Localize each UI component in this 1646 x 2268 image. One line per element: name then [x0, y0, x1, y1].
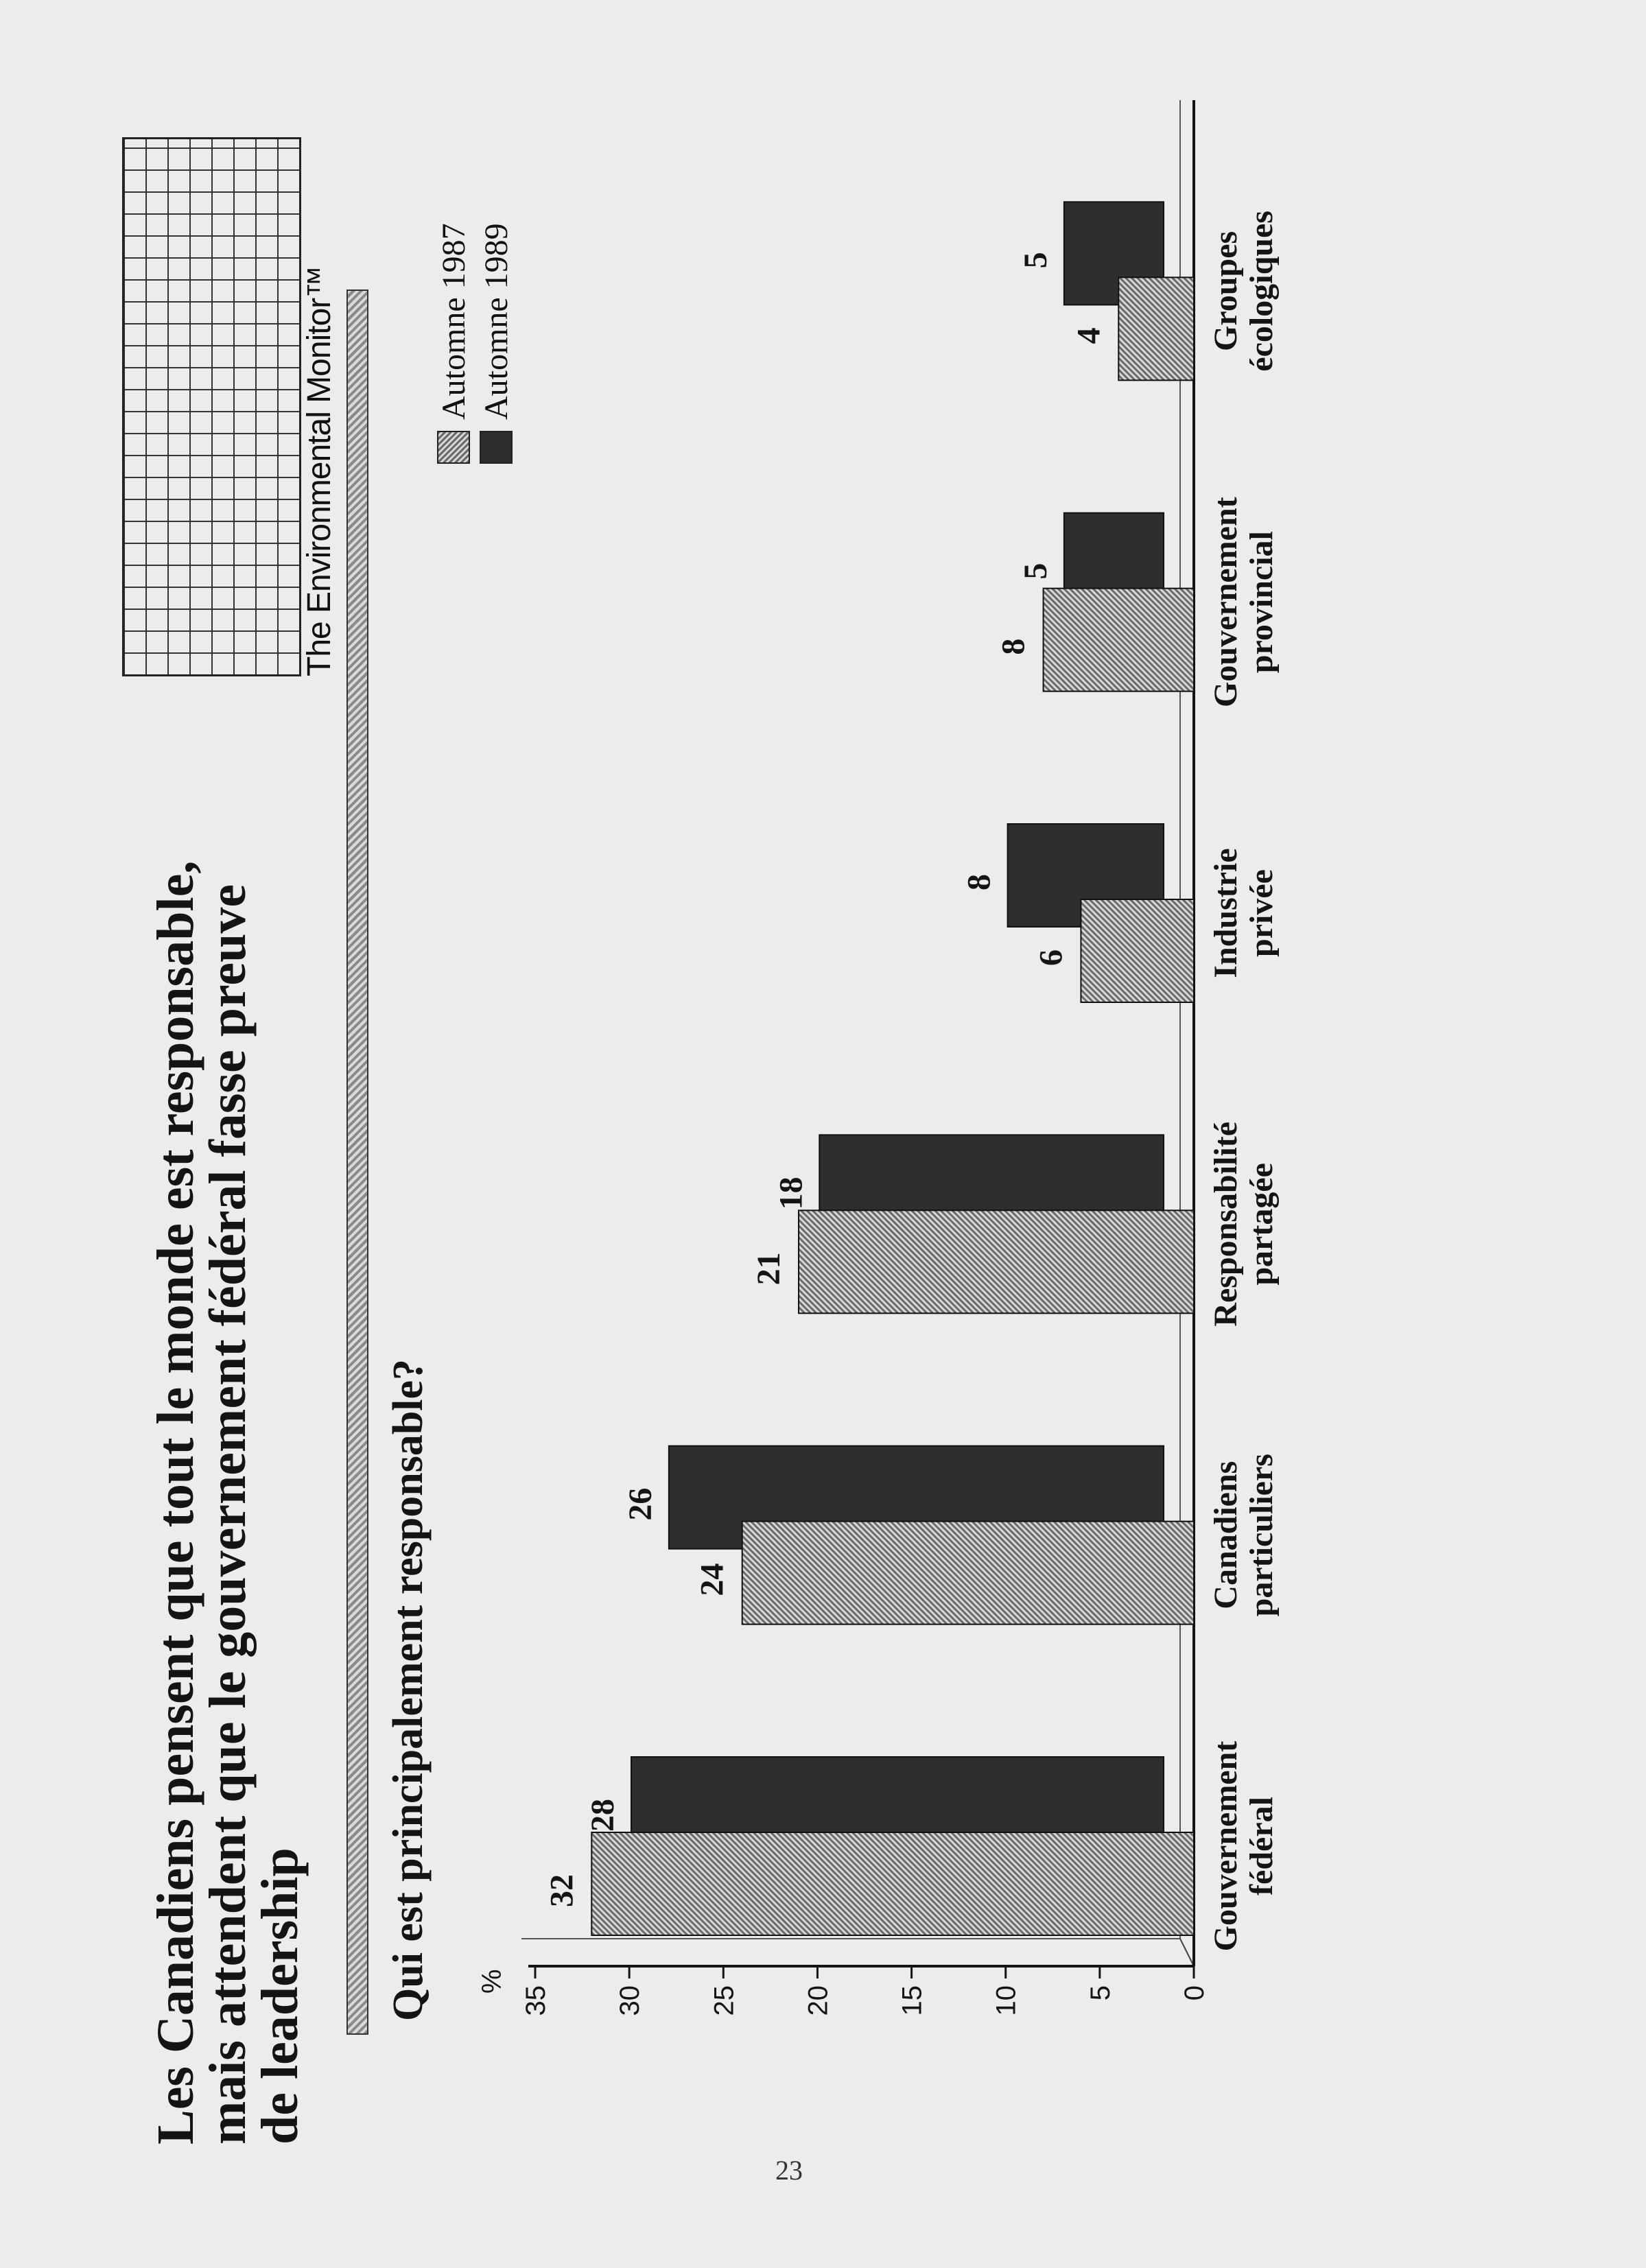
- bar-1987: [1044, 589, 1194, 692]
- data-label-1989: 8: [961, 874, 998, 890]
- data-label-1989: 28: [585, 1799, 621, 1832]
- y-tick-label: 0: [1179, 1985, 1210, 2001]
- category-label: provincial: [1243, 531, 1280, 674]
- y-tick-label: 30: [615, 1985, 646, 2016]
- chart-floor-edge: [1180, 1939, 1194, 1966]
- data-label-1987: 8: [995, 638, 1032, 655]
- data-label-1989: 5: [1017, 563, 1054, 580]
- title-line-2: mais attendent que le gouvernement fédéral fasse preuve: [199, 884, 257, 2145]
- data-label-1987: 32: [543, 1874, 580, 1907]
- category-label: Responsabilité: [1208, 1121, 1244, 1327]
- page-number: 23: [775, 2155, 803, 2186]
- data-label-1987: 4: [1070, 327, 1107, 344]
- category-label: privée: [1243, 869, 1280, 957]
- category-label: Industrie: [1208, 848, 1244, 978]
- legend-label-1989: Automne 1989: [478, 223, 515, 420]
- title-line-3: de leadership: [251, 1847, 309, 2145]
- data-label-1987: 6: [1033, 949, 1070, 966]
- data-label-1989: 5: [1017, 252, 1054, 269]
- y-tick-label: 35: [521, 1985, 551, 2016]
- category-label: écologiques: [1243, 211, 1280, 372]
- category-label: fédéral: [1243, 1797, 1280, 1895]
- category-label: partagée: [1243, 1163, 1280, 1286]
- bar-1987: [1118, 277, 1194, 380]
- category-label: Groupes: [1208, 231, 1244, 351]
- y-tick-label: 25: [709, 1985, 740, 2016]
- bar-1987: [1081, 899, 1194, 1002]
- y-tick-label: 20: [803, 1985, 834, 2016]
- y-tick-label: 15: [897, 1985, 928, 2016]
- data-label-1989: 18: [773, 1177, 810, 1210]
- logo-wordmark: The Environmental Monitor™: [301, 265, 338, 676]
- bar-1987: [591, 1832, 1194, 1935]
- category-label: Canadiens: [1208, 1461, 1244, 1609]
- title-line-1: Les Canadiens pensent que tout le monde est responsable,: [147, 860, 204, 2145]
- chart-back-wall: [521, 100, 1180, 1939]
- bar-1987: [799, 1210, 1194, 1313]
- chart-subtitle: Qui est principalement responsable?: [385, 1358, 432, 2021]
- data-label-1987: 21: [751, 1252, 787, 1286]
- category-label: Gouvernement: [1208, 497, 1244, 707]
- data-label-1989: 26: [622, 1487, 659, 1521]
- data-label-1987: 24: [694, 1563, 731, 1596]
- category-label: Gouvernement: [1208, 1740, 1244, 1952]
- y-tick-label: 5: [1085, 1985, 1116, 2001]
- bar-1987: [742, 1522, 1194, 1625]
- category-label: particuliers: [1243, 1454, 1280, 1617]
- legend-label-1987: Automne 1987: [435, 223, 472, 420]
- y-axis-label: %: [477, 1969, 507, 1994]
- y-tick-label: 10: [991, 1985, 1022, 2016]
